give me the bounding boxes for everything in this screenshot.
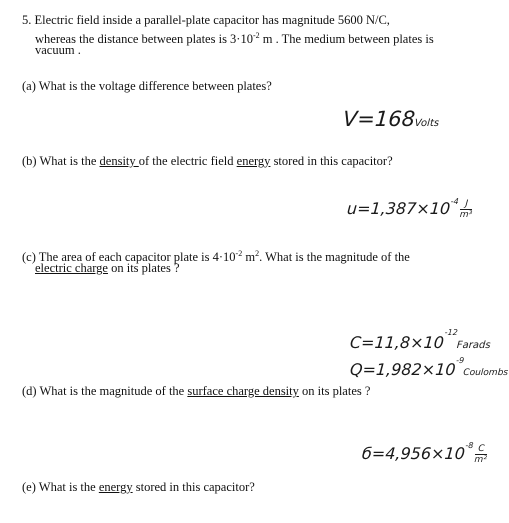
problem-line-1 bbox=[22, 13, 390, 28]
answer-c-charge-unit: Coulombs bbox=[462, 368, 509, 378]
answer-d-value: б=4,956×10 bbox=[361, 444, 466, 463]
answer-d-exponent: -8 bbox=[465, 441, 474, 450]
answer-a bbox=[342, 107, 440, 131]
problem-number: 5. bbox=[22, 13, 32, 27]
answer-d bbox=[361, 441, 488, 465]
problem-line-3: vacuum . bbox=[35, 43, 81, 57]
answer-c-charge-value: Q=1,982×10 bbox=[349, 360, 457, 379]
answer-b-unit bbox=[459, 199, 473, 220]
answer-d-unit bbox=[474, 444, 488, 465]
distance-exponent: -2 bbox=[252, 31, 260, 40]
problem-text-2b: m . The medium between plates is bbox=[259, 32, 434, 46]
question-b-post: stored in this capacitor? bbox=[270, 154, 393, 168]
question-a: (a) What is the voltage difference between plates? bbox=[22, 79, 272, 93]
question-c-post: . What is the magnitude of the bbox=[259, 250, 410, 264]
answer-d-unit-num: C bbox=[475, 444, 488, 455]
problem-line-2 bbox=[35, 28, 434, 47]
answer-d-unit-den: m² bbox=[474, 455, 488, 465]
question-e-pre: (e) What is the bbox=[22, 480, 99, 494]
question-b bbox=[22, 154, 393, 169]
question-e bbox=[22, 480, 255, 495]
answer-c-charge-exponent: -9 bbox=[455, 356, 465, 365]
question-c-post2: on its plates ? bbox=[107, 261, 180, 275]
question-c-pre: (c) The area of each capacitor plate is 4·10 bbox=[22, 250, 236, 264]
question-d-post: on its plates ? bbox=[298, 384, 371, 398]
answer-b-unit-num: J bbox=[460, 199, 473, 210]
answer-b-value: u=1,387×10 bbox=[346, 199, 451, 218]
question-e-post: stored in this capacitor? bbox=[132, 480, 255, 494]
question-c-mid: m bbox=[242, 250, 256, 264]
question-d bbox=[22, 384, 370, 399]
problem-text-2a: whereas the distance between plates is 3·10 bbox=[35, 32, 253, 46]
answer-b-exponent: -4 bbox=[450, 197, 459, 206]
answer-b-unit-den: m³ bbox=[459, 210, 473, 220]
answer-c-capacitance-exponent: -12 bbox=[444, 328, 459, 337]
answer-c-capacitance bbox=[349, 328, 491, 352]
problem-text-1: Electric field inside a parallel-plate capacitor has magnitude 5600 N/C, bbox=[34, 13, 390, 27]
question-c-underline-charge: electric charge bbox=[35, 261, 108, 275]
question-b-underline-energy: energy bbox=[236, 154, 271, 168]
answer-c-capacitance-unit: Farads bbox=[456, 340, 491, 351]
question-d-underline-density: surface charge density bbox=[187, 384, 299, 398]
question-b-pre: (b) What is the bbox=[22, 154, 100, 168]
answer-a-value: V=168 bbox=[342, 107, 416, 131]
question-c-line-2 bbox=[35, 261, 180, 276]
answer-b bbox=[346, 199, 473, 220]
question-b-underline-density: density bbox=[99, 154, 139, 168]
question-b-mid: of the electric field bbox=[138, 154, 237, 168]
answer-a-unit: Volts bbox=[414, 118, 440, 129]
answer-c-charge bbox=[349, 356, 509, 379]
question-d-pre: (d) What is the magnitude of the bbox=[22, 384, 188, 398]
question-e-underline-energy: energy bbox=[98, 480, 133, 494]
area-exponent: -2 bbox=[235, 249, 243, 258]
area-unit-exponent: 2 bbox=[255, 249, 260, 258]
answer-c-capacitance-value: C=11,8×10 bbox=[349, 333, 445, 352]
